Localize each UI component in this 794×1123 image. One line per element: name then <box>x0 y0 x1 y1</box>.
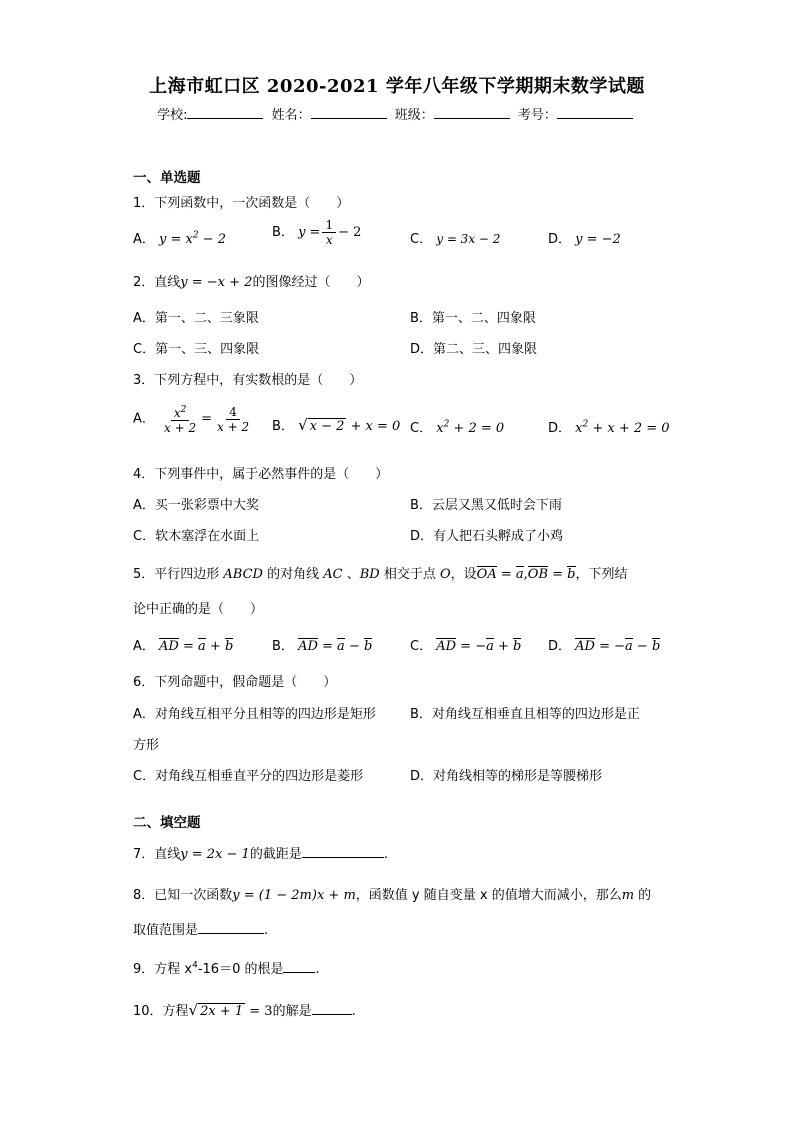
q6-option-d[interactable]: D．对角线相等的梯形是等腰梯形 <box>410 769 603 784</box>
q6-stem: 6．下列命题中，假命题是（ ） <box>133 675 337 690</box>
q5-o: O <box>439 567 451 582</box>
q8-line2-text: 取值范围是 <box>133 923 199 938</box>
q5-c-label: C． <box>410 639 433 654</box>
q8-stem-line1 <box>133 884 651 903</box>
q1-b-label: B． <box>272 225 294 240</box>
section-title-single-choice: 一、单选题 <box>133 170 201 186</box>
q3-b-radical: x − 2 <box>309 419 345 434</box>
q4-option-a[interactable]: A．买一张彩票中大奖 <box>133 498 259 513</box>
q3-option-d[interactable] <box>548 417 670 436</box>
q3-b-formula: + x = 0 <box>346 419 401 434</box>
q4-option-b[interactable]: B．云层又黑又低时会下雨 <box>410 498 562 513</box>
q1-b-fraction: $\frac{1}{x}$ <box>322 218 336 247</box>
q10-prefix: 10．方程 <box>133 1004 189 1019</box>
q1-c-label: C． <box>410 232 433 247</box>
q5-vector-oa: OA <box>476 567 497 582</box>
q1-option-d[interactable] <box>548 228 621 247</box>
q3-c-formula: $x^2 + 2 = 0$ <box>436 419 505 436</box>
q6-option-b-continued: 方形 <box>133 738 160 753</box>
name-label: 姓名： <box>271 108 311 123</box>
q8-end: 的 <box>634 888 652 903</box>
q5-option-b[interactable]: B． AD = a − b <box>272 639 373 654</box>
q2-option-d[interactable]: D．第二、三、四象限 <box>410 342 538 357</box>
q2-option-b[interactable]: B．第一、二、四象限 <box>410 311 536 326</box>
name-blank[interactable] <box>311 106 387 119</box>
q3-option-c[interactable] <box>410 417 504 436</box>
q1-option-c[interactable] <box>410 228 500 247</box>
q1-stem: 1．下列函数中，一次函数是（ ） <box>133 196 350 211</box>
q10-suffix: 的解是 <box>272 1004 312 1019</box>
q5-vector-b: b <box>567 567 576 582</box>
q5-bd: BD <box>359 567 380 582</box>
q9-exponent: 4 <box>192 960 198 971</box>
q5-d-ad: AD <box>575 639 595 654</box>
q5-text-b: 的对角线 <box>262 567 324 582</box>
q5-text-c: 、 <box>342 567 360 582</box>
q1-option-b[interactable]: B． y = $\frac{1}{x}$ − 2 <box>272 218 362 247</box>
q10-answer-blank[interactable] <box>312 1002 352 1015</box>
q4-stem: 4．下列事件中，属于必然事件的是（ ） <box>133 467 389 482</box>
q5-stem-line1: 5．平行四边形 ABCD 的对角线 AC 、BD 相交于点 O，设OA = a,OB = b，下列结 <box>133 567 628 582</box>
q3-c-label: C． <box>410 421 433 436</box>
q4-option-c[interactable]: C．软木塞浮在水面上 <box>133 529 260 544</box>
section-title-fill-in: 二、填空题 <box>133 815 201 831</box>
q7-suffix: 的截距是 <box>249 847 302 862</box>
q5-stem-line2: 论中正确的是（ ） <box>133 602 264 617</box>
q5-text-e: ，设 <box>450 567 477 582</box>
q5-b-label: B． <box>272 639 294 654</box>
q3-b-label: B． <box>272 419 294 434</box>
q5-text-f: ，下列结 <box>575 567 628 582</box>
q5-abcd: ABCD <box>223 567 263 582</box>
q8-prefix: 8．已知一次函数 <box>133 888 233 903</box>
q5-text-a: 5．平行四边形 <box>133 567 224 582</box>
q7-stem: 7．直线y = 2x − 1的截距是 . <box>133 847 388 862</box>
class-blank[interactable] <box>434 106 510 119</box>
q1-d-label: D． <box>548 232 572 247</box>
q1-a-label: A． <box>133 232 155 247</box>
q2-suffix: 的图像经过（ ） <box>252 275 370 290</box>
q3-option-b[interactable]: B． √ x − 2 + x = 0 <box>272 416 401 434</box>
student-info-line <box>0 104 794 123</box>
page-title: 上海市虹口区 2020-2021 学年八年级下学期期末数学试题 <box>149 76 645 97</box>
q9-answer-blank[interactable] <box>283 960 315 973</box>
q9-stem: 9．方程 $x^4-16=0$ 的根是 . <box>133 960 320 977</box>
q1-c-formula: y = 3x − 2 <box>436 232 501 246</box>
q6-option-a[interactable]: A．对角线互相平分且相等的四边形是矩形 <box>133 707 376 722</box>
q7-formula: y = 2x − 1 <box>180 847 250 862</box>
q5-vector-ob: OB <box>527 567 548 582</box>
q5-text-d: 相交于点 <box>379 567 440 582</box>
q2-option-c[interactable]: C．第一、三、四象限 <box>133 342 260 357</box>
q5-d-label: D． <box>548 639 572 654</box>
q2-formula: y = −x + 2 <box>180 275 253 290</box>
q5-a-ad: AD <box>159 639 179 654</box>
q5-b-ad: AD <box>298 639 318 654</box>
q1-a-formula: $y = x^2 - 2$ <box>159 230 227 247</box>
q8-formula: y = (1 − 2m)x + m <box>232 888 356 903</box>
q3-a-right-fraction: $\frac{4}{x + 2}$ <box>217 404 250 434</box>
q6-option-b[interactable]: B．对角线互相垂直且相等的四边形是正 <box>410 707 640 722</box>
q2-option-a[interactable]: A．第一、二、三象限 <box>133 311 259 326</box>
q5-a-label: A． <box>133 639 155 654</box>
q3-option-a[interactable]: A． $\frac{x^2}{x + 2}$ = $\frac{4}{x + 2}$ <box>133 403 254 435</box>
number-blank[interactable] <box>557 106 633 119</box>
q9-prefix: 9．方程 x <box>133 962 193 977</box>
q5-c-ad: AD <box>436 639 457 654</box>
school-blank[interactable] <box>187 106 263 119</box>
q10-radical: 2x + 1 <box>200 1004 244 1019</box>
q1-option-a[interactable] <box>133 228 226 247</box>
q2-prefix: 2．直线 <box>133 275 181 290</box>
q5-option-c[interactable]: C． AD = −a + b <box>410 639 522 654</box>
q5-vector-a: a <box>515 567 524 582</box>
school-label: 学校: <box>157 108 188 123</box>
q8-stem-line2: 取值范围是 . <box>133 923 269 938</box>
q3-d-label: D． <box>548 421 572 436</box>
number-label: 考号： <box>517 108 557 123</box>
q1-b-formula: y = <box>298 225 321 240</box>
q2-stem <box>133 271 369 290</box>
q8-m: m <box>621 888 635 903</box>
q8-mid: ，函数值 y 随自变量 x 的值增大而减小，那么 <box>355 888 622 903</box>
class-label: 班级： <box>394 108 434 123</box>
q5-ac: AC <box>323 567 343 582</box>
q3-stem: 3．下列方程中，有实数根的是（ ） <box>133 373 363 388</box>
q3-a-left-fraction: $\frac{x^2}{x + 2}$ <box>164 405 197 435</box>
q5-option-d[interactable]: D． AD = −a − b <box>548 639 661 654</box>
q1-d-formula: y = −2 <box>575 232 621 247</box>
q4-option-d[interactable]: D．有人把石头孵成了小鸡 <box>410 529 564 544</box>
q7-prefix: 7．直线 <box>133 847 181 862</box>
q6-option-c[interactable]: C．对角线互相垂直平分的四边形是菱形 <box>133 769 364 784</box>
q3-a-label: A． <box>133 411 155 427</box>
q10-equals: = 3 <box>245 1004 273 1019</box>
q5-option-a[interactable]: A． AD = a + b <box>133 639 234 654</box>
q3-d-formula: $x^2 + x + 2 = 0$ <box>575 419 670 436</box>
q10-stem: 10．方程√ 2x + 1 = 3的解是 . <box>133 1001 356 1019</box>
q8-answer-blank[interactable] <box>198 921 264 934</box>
q7-answer-blank[interactable] <box>302 845 384 858</box>
q9-suffix: -16＝0 的根是 <box>197 962 284 977</box>
